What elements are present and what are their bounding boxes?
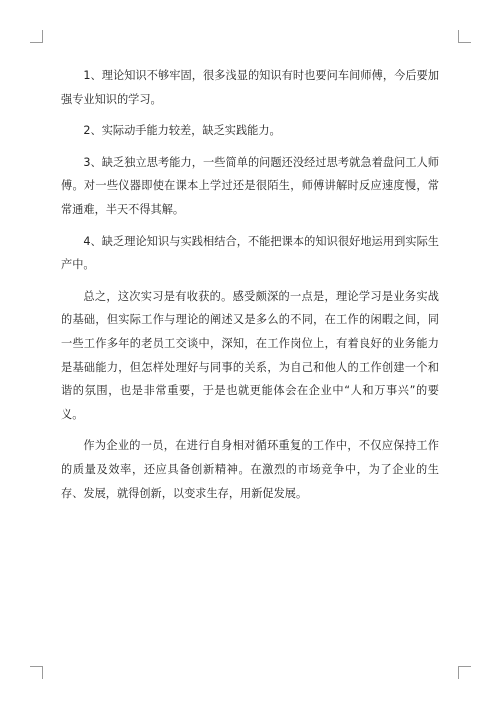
crop-mark-bottom-left: [30, 666, 43, 679]
document-body: [61, 64, 439, 513]
paragraph-5: 总之，这次实习是有收获的。感受颇深的一点是，理论学习是业务实战的基础，但实际工作与理论的阐述又是多么的不同，在工作的闲暇之间，同一些工作多年的老员工交谈中，深知，在工作岗位上，有着良好的业务能力是基础能力，但怎样处理好与同事的关系，为自己和他人的工作创建一个和谐的氛围，也是非常重要，于是也就更能体会在企业中“人和万事兴”的要义。: [61, 289, 439, 421]
paragraph-1: 1、理论知识不够牢固，很多浅显的知识有时也要问车间师傅，今后要加强专业知识的学习。: [61, 69, 439, 106]
paragraph-2: 2、实际动手能力较差，缺乏实践能力。: [83, 124, 281, 138]
crop-mark-top-left: [30, 30, 43, 43]
paragraph-4: 4、缺乏理论知识与实践相结合，不能把课本的知识很好地运用到实际生产中。: [61, 234, 439, 272]
crop-mark-top-right: [458, 30, 471, 43]
paragraph-6: 作为企业的一员，在进行自身相对循环重复的工作中，不仅应保持工作的质量及效率，还应具备创新精神。在激烈的市场竞争中，为了企业的生存、发展，就得创新，以变求生存，用新促发展。: [61, 439, 439, 500]
crop-mark-bottom-right: [458, 666, 471, 679]
paragraph-3: 3、缺乏独立思考能力，一些简单的问题还没经过思考就急着盘问工人师傅。对一些仪器即使在课本上学过还是很陌生，师傅讲解时反应速度慢，常常通难，半天不得其解。: [61, 155, 439, 216]
